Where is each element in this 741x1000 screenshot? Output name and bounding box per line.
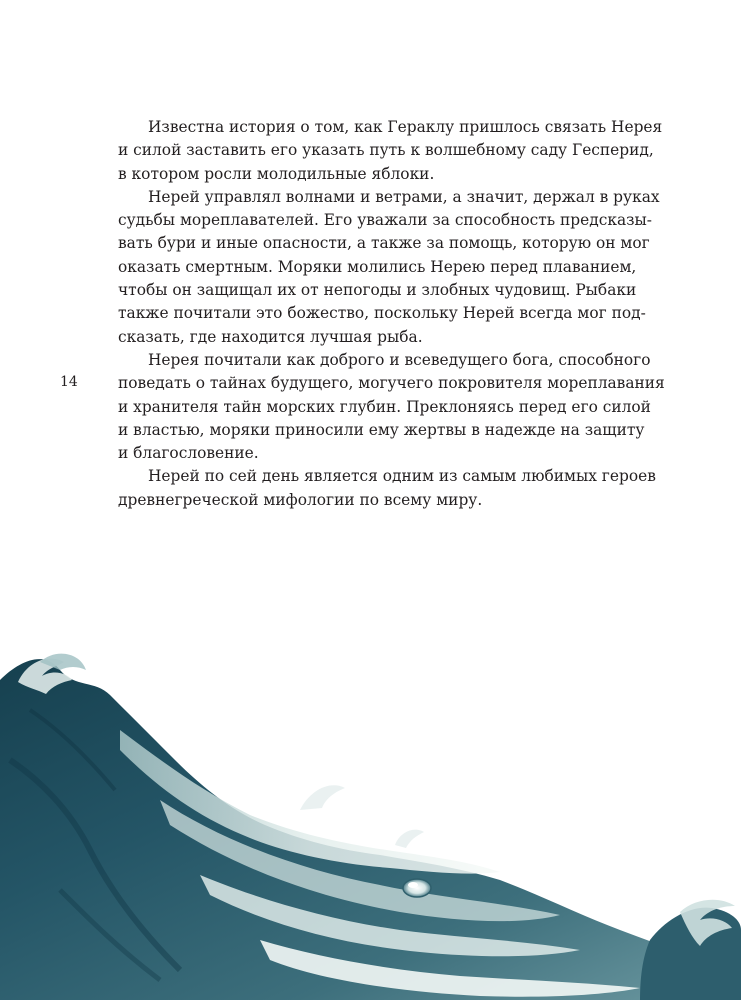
text-line: поведать о тайнах будущего, могучего покровителя мореплавания: [118, 374, 665, 393]
paragraph: [118, 465, 656, 512]
text-line: Нерея почитали как доброго и всеведущего бога, способного: [148, 350, 651, 369]
wave-body: [0, 659, 741, 1000]
text-line: оказать смертным. Моряки молились Нерею перед плаванием,: [118, 257, 637, 276]
paragraph: [118, 116, 663, 186]
text-line: древнегреческой мифологии по всему миру.: [118, 490, 483, 509]
text-line: вать бури и иные опасности, а также за помощь, которую он мог: [118, 234, 650, 253]
text-line: судьбы мореплавателей. Его уважали за способность предсказы-: [118, 211, 652, 230]
text-line: и силой заставить его указать путь к волшебному саду Гесперид,: [118, 141, 654, 160]
text-line: также почитали это божество, поскольку Нерей всегда мог под-: [118, 304, 646, 323]
paragraph: [118, 186, 660, 349]
text-line: сказать, где находится лучшая рыба.: [118, 327, 423, 346]
text-line: и властью, моряки приносили ему жертвы в надежде на защиту: [118, 420, 645, 439]
paragraph: [118, 349, 665, 465]
text-line: и благословение.: [118, 444, 259, 463]
text-line: Известна история о том, как Гераклу пришлось связать Нерея: [148, 118, 663, 136]
text-line: и хранителя тайн морских глубин. Преклоняясь перед его силой: [118, 397, 651, 416]
bubble-icon: [403, 879, 431, 897]
body-text: [118, 116, 665, 512]
text-line: чтобы он защищал их от непогоды и злобных чудовищ. Рыбаки: [118, 281, 637, 300]
text-line: Нерей по сей день является одним из самым любимых героев: [148, 467, 656, 486]
sea-wave-illustration: [0, 640, 741, 1000]
page-number: 14: [60, 374, 78, 390]
text-line: в котором росли молодильные яблоки.: [118, 164, 435, 183]
text-line: Нерей управлял волнами и ветрами, а значит, держал в руках: [148, 187, 660, 206]
